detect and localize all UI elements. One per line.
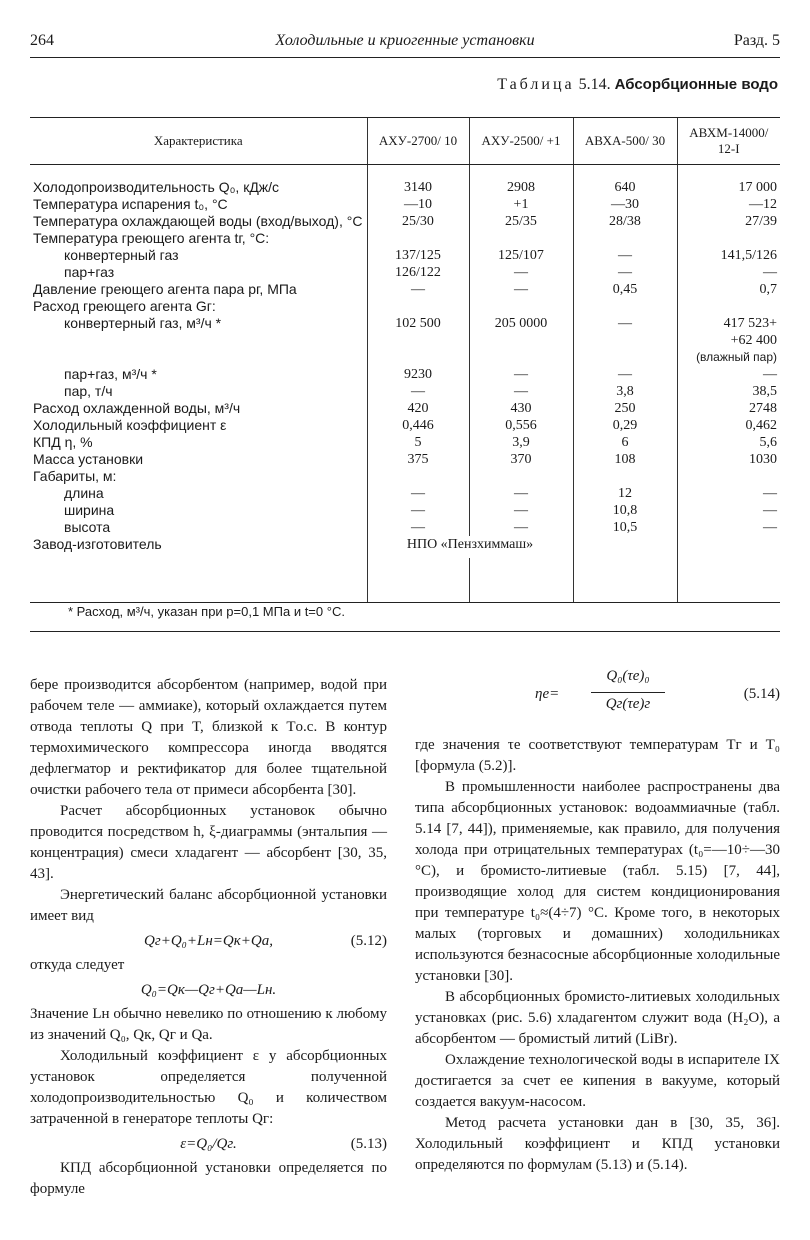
cell-value: —: [573, 366, 677, 383]
table-row-maker: [30, 536, 780, 558]
paragraph: Расчет абсорбционных установок обычно проводится посредством h, ξ-диаграммы (энтальпия — концентрация) смеси хладагент — абсорбент [30, 35, 43].: [30, 803, 387, 882]
footnote-rule: [30, 631, 780, 632]
cell-value: 375: [367, 451, 469, 468]
cell-value: 0,556: [469, 417, 573, 434]
table-row: [30, 298, 780, 315]
cell-value: [677, 298, 780, 315]
cell-value: [367, 230, 469, 247]
row-label: ширина: [64, 502, 115, 518]
cell-value: —30: [573, 196, 677, 213]
cell-value: 205 0000: [469, 315, 573, 332]
paragraph: откуда следует: [30, 957, 125, 973]
row-label: КПД η, %: [33, 434, 93, 450]
cell-value: [573, 468, 677, 485]
equation-number: (5.13): [350, 1136, 387, 1152]
table-row: [30, 502, 780, 519]
column-header: АХУ-2500/ +1: [469, 118, 573, 165]
cell-value: —: [677, 264, 780, 281]
cell-value: —: [367, 502, 469, 519]
paragraph: В промышленности наиболее распространены два типа абсорбционных установок: водоаммиачные (табл. 5.14 [7, 44]), применяемые, как правило, для получения холода при отрицательных температурах (t₀=—10÷—30 °С), и бромисто-литиевые (табл. 5.15) [7, 44], производящие холод для систем кондиционирования при температуре t₀≈(4÷7) °С. Кроме того, в некоторых малых (торговых и домашних) холодильниках используются безнасосные абсорбционные холодильные установки [30].: [415, 779, 780, 984]
cell-value: —: [367, 281, 469, 298]
cell-value: 12: [573, 485, 677, 502]
equation-follow: [30, 976, 387, 1004]
cell-value: 137/125: [367, 247, 469, 264]
row-label: пар+газ: [64, 264, 115, 280]
cell-value: 0,45: [573, 281, 677, 298]
row-label: длина: [64, 485, 104, 501]
data-table: [30, 117, 780, 603]
equation-5-14: [415, 668, 780, 728]
cell-value: 0,29: [573, 417, 677, 434]
cell-value: 430: [469, 400, 573, 417]
cell-value: [677, 468, 780, 485]
row-label: Давление греющего агента пара pг, МПа: [33, 281, 297, 297]
equation-formula: Qг+Q₀+Lн=Qк+Qа,: [144, 933, 273, 949]
table-row: [30, 366, 780, 383]
cell-value: 1030: [677, 451, 780, 468]
paragraph: КПД абсорбционной установки определяется по формуле: [30, 1160, 387, 1197]
cell-value: —: [573, 264, 677, 281]
row-label: пар+газ, м³/ч *: [64, 366, 157, 382]
equation-formula: Q₀=Qк—Qг+Qа—Lн.: [140, 982, 277, 998]
table-row: [30, 434, 780, 451]
cell-value: 2908: [469, 179, 573, 196]
paragraph: Охлаждение технологической воды в испарителе IX достигается за счет ее кипения в вакууме, который создается вакуум-насосом.: [415, 1052, 780, 1110]
table-body: [30, 165, 780, 603]
row-label: Габариты, м:: [33, 468, 117, 484]
row-label: конвертерный газ: [64, 247, 179, 263]
table-row: [30, 315, 780, 332]
cell-value: —: [469, 281, 573, 298]
cell-value: —: [573, 315, 677, 332]
empty-cell: [677, 536, 780, 558]
column-header: АВХМ-14000/ 12-I: [677, 118, 780, 165]
cell-value: —: [469, 485, 573, 502]
row-label: [30, 349, 367, 366]
cell-value: —12: [677, 196, 780, 213]
row-label: Завод-изготовитель: [33, 536, 162, 552]
fraction-denominator: Qг(τе)г: [605, 696, 651, 712]
cell-value: —: [677, 519, 780, 536]
cell-value: 17 000: [677, 179, 780, 196]
cell-value: 126/122: [367, 264, 469, 281]
cell-value: (влажный пар): [677, 349, 780, 366]
cell-value: 10,8: [573, 502, 677, 519]
cell-value: —: [677, 366, 780, 383]
cell-value: [469, 468, 573, 485]
cell-value: 3140: [367, 179, 469, 196]
table-caption-label: Таблица: [497, 76, 575, 93]
cell-value: 25/30: [367, 213, 469, 230]
paragraph: В абсорбционных бромисто-литиевых холодильных установках (рис. 5.6) хладагентом служит вода (H₂O), а абсорбентом — бромистый литий (LiBr).: [415, 989, 780, 1047]
cell-value: [367, 332, 469, 349]
paragraph: где значения τе соответствуют температурам Tг и T₀ [формула (5.2)].: [415, 737, 780, 774]
table-header-row: [30, 118, 780, 165]
page-header: [30, 30, 780, 56]
paragraph: Метод расчета установки дан в [30, 35, 36]. Холодильный коэффициент и КПД установки определяются по формулам (5.13) и (5.14).: [415, 1115, 780, 1173]
table-row: [30, 468, 780, 485]
cell-value: 9230: [367, 366, 469, 383]
cell-value: 38,5: [677, 383, 780, 400]
cell-value: 125/107: [469, 247, 573, 264]
cell-value: 3,9: [469, 434, 573, 451]
cell-value: —: [367, 383, 469, 400]
table-row: [30, 400, 780, 417]
table-caption-title: Абсорбционные водо: [614, 76, 778, 93]
paragraph: Значение Lн обычно невелико по отношению к любому из значений Q₀, Qк, Qг и Qа.: [30, 1006, 387, 1043]
cell-value: [677, 230, 780, 247]
table-caption-number: 5.14.: [578, 76, 611, 93]
cell-value: 5: [367, 434, 469, 451]
table-row: [30, 485, 780, 502]
cell-value: [573, 332, 677, 349]
table-row: [30, 213, 780, 230]
cell-value: 640: [573, 179, 677, 196]
right-text-column: [415, 735, 780, 1176]
cell-value: [367, 298, 469, 315]
fraction-numerator: Q₀(τе)₀: [606, 668, 650, 684]
table-row: [30, 230, 780, 247]
cell-value: —: [677, 502, 780, 519]
cell-value: [367, 349, 469, 366]
cell-value: [469, 332, 573, 349]
cell-value: —: [367, 519, 469, 536]
cell-value: 2748: [677, 400, 780, 417]
row-label: Расход охлажденной воды, м³/ч: [33, 400, 241, 416]
maker-value: НПО «Пензхиммаш»: [367, 536, 573, 558]
table-caption: [497, 76, 778, 94]
table-row: [30, 349, 780, 366]
cell-value: +1: [469, 196, 573, 213]
row-label: Холодильный коэффициент ε: [33, 417, 227, 433]
cell-value: [573, 230, 677, 247]
cell-value: 3,8: [573, 383, 677, 400]
cell-value: +62 400: [677, 332, 780, 349]
spacer-row: [30, 558, 780, 603]
page-number: 264: [30, 32, 54, 49]
table-row: [30, 179, 780, 196]
cell-value: —: [469, 264, 573, 281]
paragraph: Энергетический баланс абсорбционной установки имеет вид: [30, 887, 387, 924]
paragraph: бере производится абсорбентом (например, водой при рабочем теле — аммиаке), который охлаждается путем отвода теплоты Q при T, близкой к Tо.с. В контур термохимического компрессора иногда вводятся дефлегматор и ректификатор для более тщательной очистки рабочего тела от примеси абсорбента [30].: [30, 677, 387, 798]
table-row: [30, 417, 780, 434]
cell-value: —: [573, 247, 677, 264]
cell-value: 141,5/126: [677, 247, 780, 264]
section-label: Разд. 5: [733, 32, 780, 49]
cell-value: 6: [573, 434, 677, 451]
cell-value: 420: [367, 400, 469, 417]
cell-value: [573, 298, 677, 315]
cell-value: 25/35: [469, 213, 573, 230]
cell-value: 370: [469, 451, 573, 468]
cell-value: —: [677, 485, 780, 502]
table-row: [30, 247, 780, 264]
cell-value: 417 523+: [677, 315, 780, 332]
table-row: [30, 519, 780, 536]
cell-value: 108: [573, 451, 677, 468]
cell-value: [573, 349, 677, 366]
column-header: Характеристика: [30, 118, 367, 165]
cell-value: —: [469, 502, 573, 519]
table-row: [30, 451, 780, 468]
cell-value: —: [469, 519, 573, 536]
row-label: [30, 332, 367, 349]
cell-value: 0,7: [677, 281, 780, 298]
equation-number: (5.12): [350, 933, 387, 949]
row-label: Холодопроизводительность Q₀, кДж/с: [33, 179, 280, 195]
equation-number: (5.14): [743, 686, 780, 702]
row-label: Масса установки: [33, 451, 144, 467]
cell-value: —: [469, 366, 573, 383]
cell-value: 5,6: [677, 434, 780, 451]
equation-lhs: ηе=: [535, 686, 560, 702]
equation-5-13: [30, 1130, 387, 1158]
cell-value: 0,462: [677, 417, 780, 434]
header-rule: [30, 57, 780, 58]
fraction-bar: [591, 692, 665, 693]
paragraph: Холодильный коэффициент ε у абсорбционных установок определяется полученной холодопроизводительностью Q₀ и количеством затраченной в генераторе теплоты Qг:: [30, 1048, 387, 1127]
row-label: Температура греющего агента tг, °С:: [33, 230, 270, 246]
left-text-column: [30, 675, 387, 1200]
cell-value: 0,446: [367, 417, 469, 434]
running-title: Холодильные и криогенные установки: [275, 32, 535, 49]
spacer-row: [30, 165, 780, 180]
cell-value: [469, 298, 573, 315]
row-label: конвертерный газ, м³/ч *: [64, 315, 222, 331]
cell-value: [367, 468, 469, 485]
table-row: [30, 332, 780, 349]
column-header: АХУ-2700/ 10: [367, 118, 469, 165]
table-row: [30, 383, 780, 400]
table-footnote: * Расход, м³/ч, указан при p=0,1 МПа и t=0 °С.: [68, 604, 345, 619]
cell-value: 10,5: [573, 519, 677, 536]
table-row: [30, 264, 780, 281]
cell-value: —: [469, 383, 573, 400]
cell-value: [469, 349, 573, 366]
row-label: Температура охлаждающей воды (вход/выход), °С: [33, 213, 363, 229]
row-label: Расход греющего агента Gг:: [33, 298, 216, 314]
table-row: [30, 196, 780, 213]
row-label: Температура испарения t₀, °С: [33, 196, 228, 212]
equation-5-12: [30, 927, 387, 955]
cell-value: 27/39: [677, 213, 780, 230]
table-row: [30, 281, 780, 298]
cell-value: 102 500: [367, 315, 469, 332]
column-header: АВХА-500/ 30: [573, 118, 677, 165]
row-label: пар, т/ч: [64, 383, 113, 399]
empty-cell: [573, 536, 677, 558]
cell-value: 250: [573, 400, 677, 417]
cell-value: —: [367, 485, 469, 502]
cell-value: [469, 230, 573, 247]
row-label: высота: [64, 519, 111, 535]
cell-value: —10: [367, 196, 469, 213]
equation-formula: ε=Q₀/Qг.: [180, 1136, 237, 1152]
cell-value: 28/38: [573, 213, 677, 230]
